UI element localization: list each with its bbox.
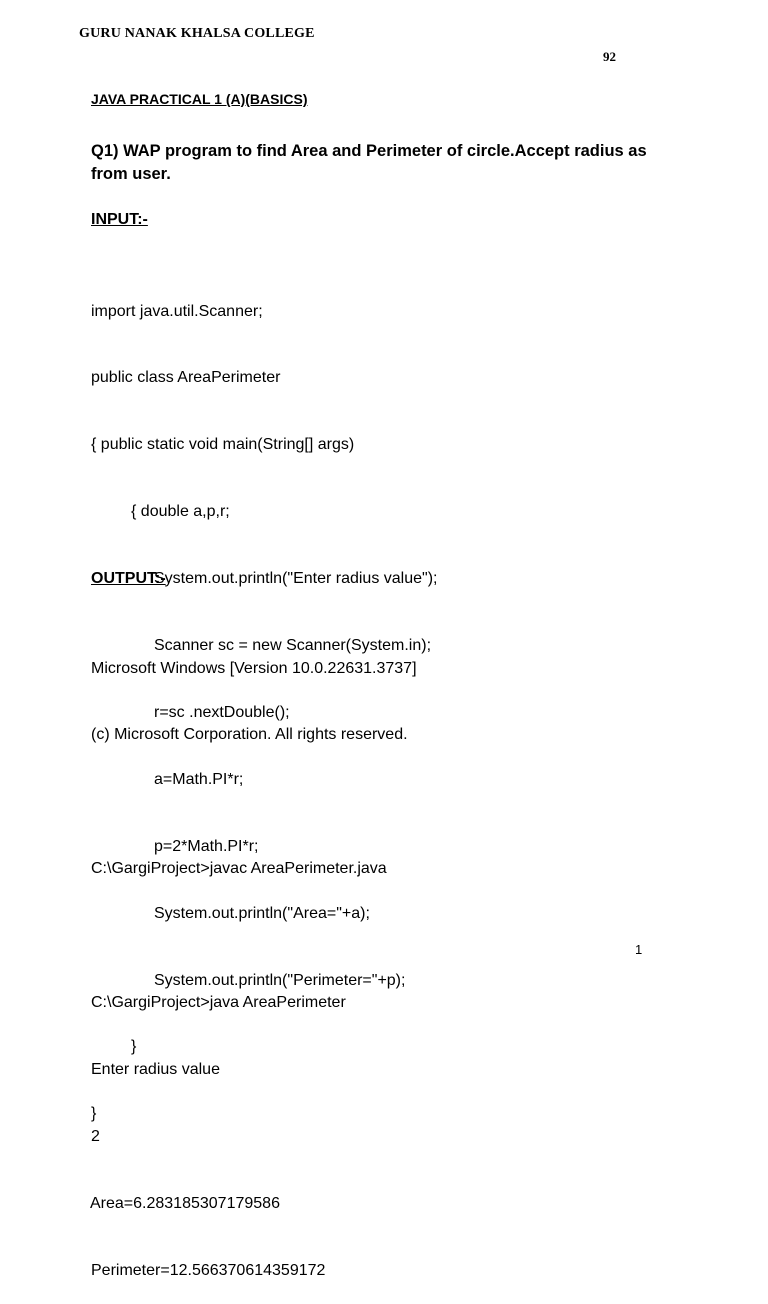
code-line: System.out.println("Enter radius value"); [154, 570, 438, 588]
output-line: Perimeter=12.566370614359172 [91, 1261, 326, 1279]
code-line: } [91, 1105, 97, 1123]
code-line: import java.util.Scanner; [91, 302, 263, 320]
practical-title: JAVA PRACTICAL 1 (A)(BASICS) [91, 91, 308, 107]
output-line: 2 [91, 1127, 100, 1145]
output-line: Area=6.283185307179586 [90, 1194, 280, 1212]
output-line [91, 791, 417, 813]
output-heading: OUTPUT:- [91, 570, 166, 587]
code-line: Scanner sc = new Scanner(System.in); [154, 637, 432, 655]
page-number-top: 92 [603, 49, 616, 64]
code-line: System.out.println("Area="+a); [154, 904, 370, 922]
output-line: C:\GargiProject>java AreaPerimeter [91, 994, 346, 1012]
code-line: public class AreaPerimeter [91, 369, 281, 387]
input-heading: INPUT:- [91, 211, 148, 228]
code-line: } [131, 1038, 137, 1056]
output-line: (c) Microsoft Corporation. All rights reserved. [91, 726, 408, 744]
code-line: System.out.println("Perimeter="+p); [154, 971, 406, 989]
output-line: C:\GargiProject>javac AreaPerimeter.java [91, 860, 387, 878]
college-name: GURU NANAK KHALSA COLLEGE [79, 26, 315, 41]
output-line: Microsoft Windows [Version 10.0.22631.3737] [91, 659, 417, 677]
code-line: { public static void main(String[] args) [91, 436, 355, 454]
output-line: Enter radius value [91, 1060, 220, 1078]
code-line: p=2*Math.PI*r; [154, 837, 259, 855]
code-line: r=sc .nextDouble(); [154, 703, 290, 721]
code-line: a=Math.PI*r; [154, 770, 244, 788]
page-number-bottom: 1 [635, 942, 643, 957]
output-line [91, 925, 417, 947]
code-line: { double a,p,r; [131, 503, 230, 521]
output-block [91, 613, 417, 1304]
question-text: Q1) WAP program to find Area and Perimeter of circle.Accept radius as from user. [91, 142, 647, 183]
